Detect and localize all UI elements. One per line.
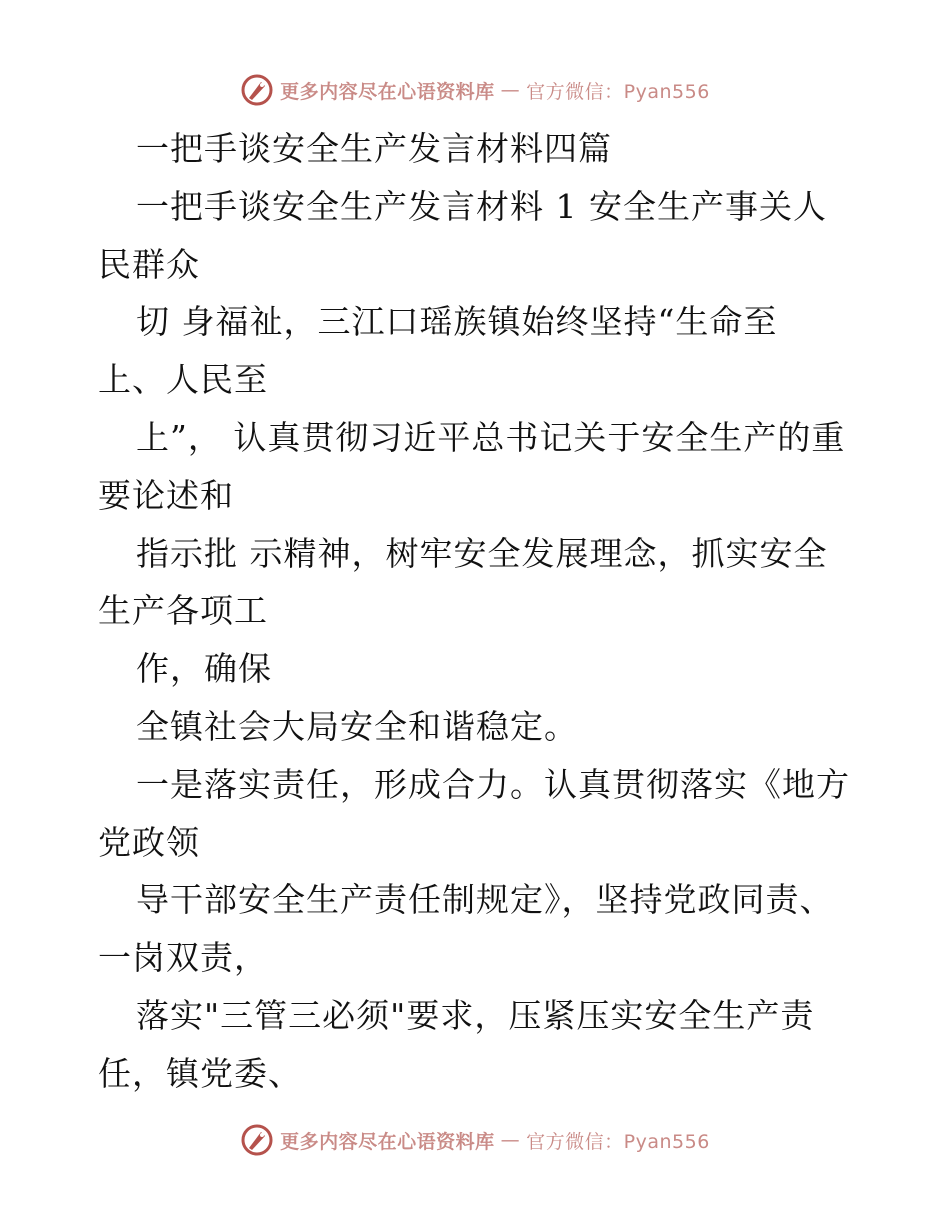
text-line: 作，确保 — [136, 649, 272, 689]
text-line: 任，镇党委、 — [98, 1053, 302, 1093]
text-line: 导干部安全生产责任制规定》，坚持党政同责、 — [136, 880, 834, 920]
text-line: 一岗双责， — [98, 938, 268, 978]
text-line: 党政领 — [98, 822, 200, 862]
text-line: 生产各项工 — [98, 591, 268, 631]
text-line: 落实"三管三必须"要求，压紧压实安全生产责 — [136, 995, 815, 1035]
watermark-separator: — — [500, 79, 521, 101]
text-line: 上”， 认真贯彻习近平总书记关于安全生产的重 — [136, 417, 846, 457]
watermark-text: 更多内容尽在心语资料库 — [280, 80, 495, 103]
watermark-separator: — — [500, 1129, 521, 1151]
text-line: 上、人民至 — [98, 360, 268, 400]
document-body — [98, 120, 858, 1103]
text-line: 全镇社会大局安全和谐稳定。 — [136, 706, 578, 746]
text-line: 切 身福祉，三江口瑶族镇始终坚持“生命至 — [136, 302, 778, 342]
pen-nib-logo-icon — [240, 1123, 274, 1157]
text-line: 一是落实责任，形成合力。认真贯彻落实《地方 — [136, 764, 850, 804]
text-line: 一把手谈安全生产发言材料 1 安全生产事关人 — [136, 186, 827, 226]
text-line: 指示批 示精神，树牢安全发展理念，抓实安全 — [136, 533, 828, 573]
footer-watermark — [0, 1120, 950, 1160]
watermark-wechat: 官方微信：Pyan556 — [526, 80, 710, 103]
text-line: 民群众 — [98, 244, 200, 284]
text-line: 要论述和 — [98, 475, 234, 515]
header-watermark — [0, 70, 950, 110]
pen-nib-logo-icon — [240, 73, 274, 107]
document-title: 一把手谈安全生产发言材料四篇 — [136, 129, 612, 168]
watermark-text: 更多内容尽在心语资料库 — [280, 1130, 495, 1153]
watermark-wechat: 官方微信：Pyan556 — [526, 1130, 710, 1153]
